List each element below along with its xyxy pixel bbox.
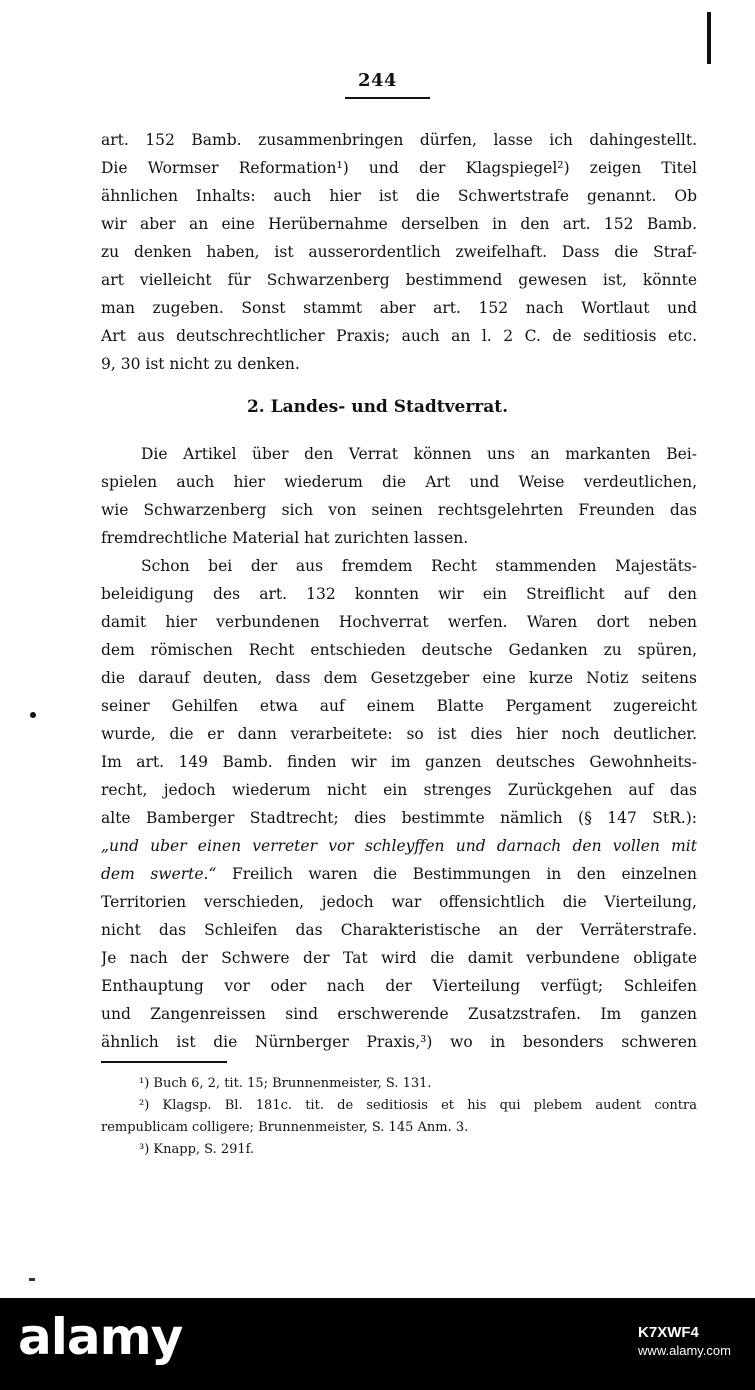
text-line: Je nach der Schwere der Tat wird die damit verbundene obligate xyxy=(101,949,697,967)
margin-mark xyxy=(29,1278,35,1281)
paragraph-3 xyxy=(101,552,697,1056)
paragraph-2 xyxy=(101,440,697,552)
text-line xyxy=(101,860,697,888)
footnote: ²) Klagsp. Bl. 181c. tit. de seditiosis et his qui plebem audent contra xyxy=(139,1098,697,1113)
text-line: Territorien verschieden, jedoch war offensichtlich die Vierteilung, xyxy=(101,893,697,911)
image-id: K7XWF4 xyxy=(638,1324,699,1341)
text-line: art. 152 Bamb. zusammenbringen dürfen, lasse ich dahingestellt. xyxy=(101,131,697,149)
footnotes xyxy=(101,1073,697,1161)
footnote-rule xyxy=(101,1061,227,1063)
text-line: Die Wormser Reformation¹) und der Klagspiegel²) zeigen Titel xyxy=(101,159,697,177)
text-line: Enthauptung vor oder nach der Vierteilung verfügt; Schleifen xyxy=(101,977,697,995)
footnote: ¹) Buch 6, 2, tit. 15; Brunnenmeister, S. 131. xyxy=(139,1076,432,1091)
text-line: wurde, die er dann verarbeitete: so ist dies hier noch deutlicher. xyxy=(101,725,697,743)
text-line: ähnlich ist die Nürnberger Praxis,³) wo in besonders schweren xyxy=(101,1033,697,1051)
text-line: wir aber an eine Herübernahme derselben in den art. 152 Bamb. xyxy=(101,215,697,233)
text-line: Im art. 149 Bamb. finden wir im ganzen deutsches Gewohnheits- xyxy=(101,753,697,771)
page-edge-rule xyxy=(707,12,711,64)
text-line: wie Schwarzenberg sich von seinen rechtsgelehrten Freunden das xyxy=(101,501,697,519)
text-line: spielen auch hier wiederum die Art und Weise verdeutlichen, xyxy=(101,473,697,491)
quote-continuation: Freilich waren die Bestimmungen in den einzelnen xyxy=(216,865,697,883)
banner-info xyxy=(638,1324,731,1360)
text-line: die darauf deuten, dass dem Gesetzgeber eine kurze Notiz seitens xyxy=(101,669,697,687)
header-rule xyxy=(345,97,430,99)
text-line: seiner Gehilfen etwa auf einem Blatte Pergament zugereicht xyxy=(101,697,697,715)
text-line: 9, 30 ist nicht zu denken. xyxy=(101,355,300,373)
text-line: ähnlichen Inhalts: auch hier ist die Schwertstrafe genannt. Ob xyxy=(101,187,697,205)
text-line: Art aus deutschrechtlicher Praxis; auch an l. 2 C. de seditiosis etc. xyxy=(101,327,697,345)
footnote: ³) Knapp, S. 291f. xyxy=(139,1142,255,1157)
text-line: damit hier verbundenen Hochverrat werfen. Waren dort neben xyxy=(101,613,697,631)
site-url: www.alamy.com xyxy=(638,1343,731,1358)
text-line: art vielleicht für Schwarzenberg bestimmend gewesen ist, könnte xyxy=(101,271,697,289)
text-line: alte Bamberger Stadtrecht; dies bestimmte nämlich (§ 147 StR.): xyxy=(101,809,697,827)
margin-dot xyxy=(30,712,36,718)
section-heading: 2. Landes- und Stadtverrat. xyxy=(246,397,509,417)
text-line: zu denken haben, ist ausserordentlich zweifelhaft. Dass die Straf- xyxy=(101,243,697,261)
page-number: 244 xyxy=(357,70,398,91)
text-line: dem römischen Recht entschieden deutsche Gedanken zu spüren, xyxy=(101,641,697,659)
footnote: rempublicam colligere; Brunnenmeister, S. 145 Anm. 3. xyxy=(101,1120,469,1135)
quote-line: „und uber einen verreter vor schleyffen und darnach den vollen mit xyxy=(101,837,697,855)
text-line: Die Artikel über den Verrat können uns an markanten Bei- xyxy=(141,445,697,463)
paragraph-1 xyxy=(101,126,697,378)
text-line: und Zangenreissen sind erschwerende Zusatzstrafen. Im ganzen xyxy=(101,1005,697,1023)
brand-logo: alamy xyxy=(18,1308,183,1366)
watermark-banner xyxy=(0,1298,755,1390)
text-line: man zugeben. Sonst stammt aber art. 152 nach Wortlaut und xyxy=(101,299,697,317)
text-line: beleidigung des art. 132 konnten wir ein Streiflicht auf den xyxy=(101,585,697,603)
text-line: fremdrechtliche Material hat zurichten lassen. xyxy=(101,529,469,547)
quote-end: dem swerte.“ xyxy=(101,865,217,883)
text-line: Schon bei der aus fremdem Recht stammenden Majestäts- xyxy=(141,557,697,575)
text-line: nicht das Schleifen das Charakteristische an der Verräterstrafe. xyxy=(101,921,697,939)
text-line: recht, jedoch wiederum nicht ein strenges Zurückgehen auf das xyxy=(101,781,697,799)
